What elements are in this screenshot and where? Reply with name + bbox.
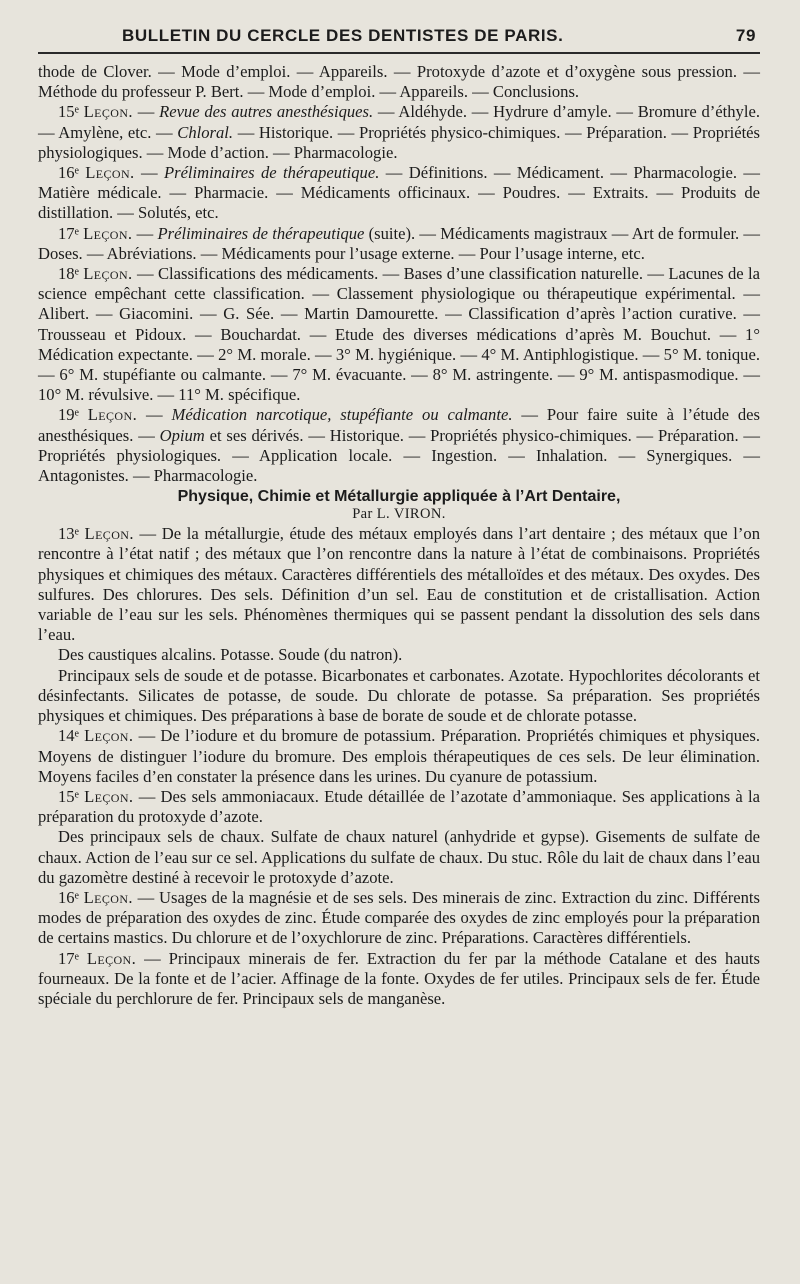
lesson-word: Leçon.	[87, 405, 138, 425]
lesson-word: Leçon.	[83, 264, 133, 284]
text-run: — Usages de la magnésie et de ses sels. Des minerais de zinc. Extraction du zinc. Différents modes de préparation des oxydes de zinc. Étude comparée des oxydes de zinc employés pour la préparation de certains mastics. Du chlorure et de l’oxychlorure de zinc. Préparations. Caractères différentiels.	[38, 887, 760, 948]
running-header	[38, 26, 760, 50]
text-run: —	[134, 163, 164, 183]
lesson-paragraph	[38, 524, 760, 645]
lesson-word: Leçon.	[86, 948, 137, 968]
body-text	[38, 62, 760, 1009]
paragraph: Des caustiques alcalins. Potasse. Soude (du natron).	[58, 645, 403, 665]
lesson-word: Leçon.	[84, 524, 134, 544]
lesson-paragraph	[38, 163, 760, 224]
lesson-word: Leçon.	[84, 726, 134, 746]
lesson-number: 19ᵉ	[58, 405, 79, 425]
lesson-word: Leçon.	[84, 786, 134, 806]
section-title: Physique, Chimie et Métallurgie appliquée à l’Art Dentaire,	[177, 488, 621, 506]
italic-run: Chloral.	[177, 122, 234, 142]
lesson-paragraph	[38, 405, 760, 486]
lesson-paragraph	[38, 787, 760, 827]
text-run: (suite). — Médicaments magistraux — Art de formuler. — Doses. — Abréviations. — Médicaments pour l’usage externe. — Pour l’usage interne, etc.	[38, 223, 761, 263]
lesson-word: Leçon.	[83, 887, 133, 907]
italic-run: Préliminaires de thérapeutique.	[163, 163, 380, 183]
section-author: Par L. VIRON.	[352, 506, 446, 523]
lesson-number: 16ᵉ	[58, 887, 79, 907]
lesson-paragraph	[38, 102, 760, 163]
lesson-paragraph	[38, 888, 760, 949]
continuation-paragraph: thode de Clover. — Mode d’emploi. — Appareils. — Protoxyde d’azote et d’oxygène sous pression. — Méthode du professeur P. Bert. — Mode d’emploi. — Appareils. — Conclusions.	[38, 62, 760, 102]
lesson-paragraph	[38, 264, 760, 405]
lesson-number: 18ᵉ	[58, 264, 79, 284]
text-run: — Historique. — Propriétés physico-chimiques. — Préparation. — Propriétés physiologiques. — Mode d’action. — Pharmacologie.	[38, 122, 761, 162]
text-run: — Des sels ammoniacaux. Etude détaillée de l’azotate d’ammoniaque. Ses applications à la préparation du protoxyde d’azote.	[38, 786, 761, 827]
lesson-paragraph	[38, 726, 760, 787]
lesson-number: 14ᵉ	[58, 726, 79, 746]
text-run: — Principaux minerais de fer. Extraction du fer par la méthode Catalane et des hauts fourneaux. De la fonte et de l’acier. Affinage de la fonte. Oxydes de fer utiles. Principaux sels de fer. Étude spéciale du perchlorure de fer. Principaux sels de manganèse.	[38, 948, 760, 1008]
lesson-number: 15ᵉ	[58, 786, 79, 806]
page-number: 79	[735, 26, 756, 45]
text-run: —	[137, 405, 172, 425]
header-rule	[38, 52, 760, 54]
text-run: —	[132, 102, 160, 122]
journal-title: BULLETIN DU CERCLE DES DENTISTES DE PARIS.	[122, 26, 564, 45]
lesson-word: Leçon.	[83, 102, 133, 122]
lesson-word: Leçon.	[85, 163, 135, 183]
italic-run: Médication narcotique, stupéfiante ou calmante.	[171, 405, 513, 425]
paragraph: Des principaux sels de chaux. Sulfate de chaux naturel (anhydride et gypse). Gisements de sulfate de chaux. Action de l’eau sur ce sel. Applications du sulfate de chaux. Du stuc. Rôle du lait de chaux dans l’eau du gazomètre destiné à recevoir le protoxyde d’azote.	[38, 827, 760, 887]
lesson-number: 15ᵉ	[58, 102, 79, 122]
italic-run: Opium	[159, 425, 205, 445]
text-run: — De l’iodure et du bromure de potassium. Préparation. Propriétés chimiques et physiques. Moyens de distinguer l’iodure du bromure. Des emplois thérapeutiques de ces sels. De leur élimination. Moyens faciles d’en constater la présence dans les urines. Du cyanure de potassium.	[38, 726, 760, 786]
text-run: — Classifications des médicaments. — Bases d’une classification naturelle. — Lacunes de la science empêchant cette classification. — Classement physiologique ou thérapeutique expérimental. — Alibert. — Giacomini. — G. Sée. — Martin Damourette. — Classification d’après l’action curative. — Trousseau et Pidoux. — Bouchardat. — Etude des diverses médications d’après M. Bouchut. — 1° Médication expectante. — 2° M. morale. — 3° M. hygiénique. — 4° M. Antiphlogistique. — 5° M. tonique. — 6° M. stupéfiante ou calmante. — 7° M. évacuante. — 8° M. astringente. — 9° M. antispasmodique. — 10° M. révulsive. — 11° M. spécifique.	[38, 264, 761, 405]
italic-run: Préliminaires de thérapeutique	[157, 223, 365, 243]
lesson-number: 17ᵉ	[58, 948, 79, 968]
lesson-word: Leçon.	[83, 223, 133, 243]
text-run: —	[132, 223, 158, 243]
lesson-number: 16ᵉ	[58, 163, 79, 183]
italic-run: Revue des autres anesthésiques.	[159, 102, 374, 122]
text-run: — De la métallurgie, étude des métaux employés dans l’art dentaire ; des métaux que l’on rencontre à l’état natif ; des métaux que l’on rencontre dans la nature à l’état de combinaisons. Propriétés physiques et chimiques des métaux. Caractères différentiels des métalloïdes et des métaux. Des oxydes. Des sulfures. Des chlorures. Des sels. Définition d’un sel. Eau de constitution et de cristallisation. Action variable de l’eau sur les sels. Phénomènes thermiques qui se passent pendant la dissolution des sels dans l’eau.	[38, 524, 760, 645]
lesson-number: 17ᵉ	[58, 223, 79, 243]
lesson-paragraph	[38, 224, 760, 264]
text-run: — Aldéhyde. — Hydrure d’amyle. — Bromure d’éthyle. — Amylène, etc. —	[38, 102, 760, 142]
lesson-paragraph	[38, 949, 760, 1010]
text-run: et ses dérivés. — Historique. — Propriétés physico-chimiques. — Préparation. — Propriétés physiologiques. — Application locale. — Ingestion. — Inhalation. — Synergiques. — Antagonistes. — Pharmacologie.	[38, 425, 761, 486]
text-run: — Définitions. — Médicament. — Pharmacologie. — Matière médicale. — Pharmacie. — Médicaments officinaux. — Poudres. — Extraits. — Produits de distillation. — Solutés, etc.	[38, 163, 760, 223]
text-run: — Pour faire suite à l’étude des anesthésiques. —	[38, 405, 760, 445]
lesson-number: 13ᵉ	[58, 524, 79, 544]
paragraph: Principaux sels de soude et de potasse. Bicarbonates et carbonates. Azotate. Hypochlorites décolorants et désinfectants. Silicates de potasse, de soude. Du chlorate de potasse. Sa préparation. Ses propriétés physiques et chimiques. Des préparations à base de borate de soude et de chlorate potasse.	[38, 665, 760, 726]
